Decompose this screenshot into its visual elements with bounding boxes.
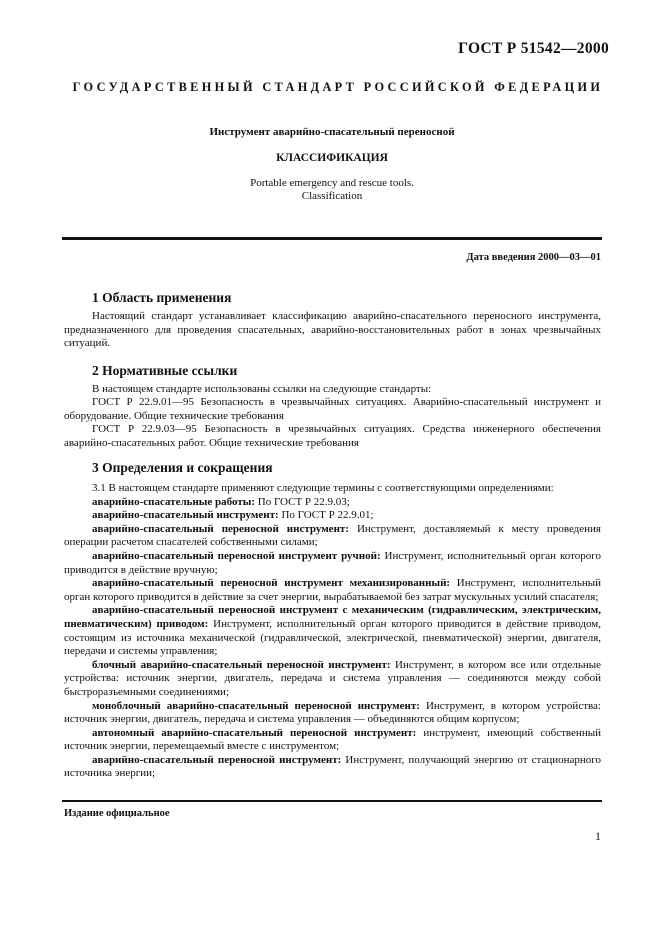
definition-term: аварийно-спасательные работы: [92, 495, 256, 508]
page-number: 1 [595, 829, 601, 843]
definition-term: блочный аварийно-спасательный переносной инструмент: [92, 658, 391, 671]
definitions-block [64, 482, 601, 781]
section-1-text: Настоящий стандарт устанавливает классификацию аварийно-спасательного переносного инструмента, предназначенного для проведения спасательных, аварийно-восстановительных работ в зонах чрезвычайных ситуаций. [64, 310, 601, 350]
section-3-heading: 3 Определения и сокращения [92, 460, 273, 475]
definition-term: аварийно-спасательный переносной инструмент: [92, 522, 349, 535]
definition-text: Инструмент, доставляемый к месту проведения операции расчетом спасателей собственными силами; [64, 522, 601, 549]
definition-term: автономный аварийно-спасательный переносной инструмент: [92, 726, 417, 739]
definition-text: Инструмент, исполнительный орган которого приводится в действие приводом, состоящим из источника механической (гидравлической, электрической, пневматической) энергии, двигателя, передачи и системы управления; [64, 617, 601, 658]
section-3-intro: 3.1 В настоящем стандарте применяют следующие термины с соответствующими определениями: [92, 482, 554, 494]
edition-label: Издание официальное [64, 808, 170, 819]
definition-item [64, 509, 601, 523]
introduction-date: Дата введения 2000—03—01 [466, 252, 601, 263]
definition-item [64, 604, 601, 658]
section-2-intro: В настоящем стандарте использованы ссылки на следующие стандарты: [92, 383, 432, 395]
definition-term: аварийно-спасательный переносной инструмент: [92, 753, 342, 766]
definition-text: Инструмент, получающий энергию от стационарного источника энергии; [64, 753, 601, 780]
english-title [62, 177, 602, 203]
reference-2: ГОСТ Р 22.9.03—95 Безопасность в чрезвычайных ситуациях. Средства инженерного обеспечения аварийно-спасательных работ. Общие технические требования [64, 423, 601, 449]
definition-term: аварийно-спасательный переносной инструмент механизированный: [92, 577, 451, 590]
definition-item [64, 700, 601, 727]
definition-term: аварийно-спасательный переносной инструмент ручной: [92, 549, 381, 562]
section-1-heading: 1 Область применения [92, 290, 232, 305]
definition-term: аварийно-спасательный инструмент: [92, 509, 279, 522]
definition-text: Инструмент, исполнительный орган которого приводится в действие за счет энергии, вырабатываемой без затрат мускульных усилий спасателя; [64, 577, 601, 603]
definition-text: Инструмент, в котором все или отдельные устройства: источник энергии, двигатель, передача и система управления — соединяются между собой быстроразъемными соединениями; [64, 658, 601, 698]
section-2-heading: 2 Нормативные ссылки [92, 363, 238, 378]
definition-text: Инструмент, исполнительный орган которого приводится в действие вручную; [64, 549, 601, 576]
document-code: ГОСТ Р 51542—2000 [458, 40, 609, 57]
document-subtitle: КЛАССИФИКАЦИЯ [276, 152, 388, 164]
definition-text: Инструмент, в котором устройства: источник энергии, двигатель, передача и система управления — объединяются общим корпусом; [64, 699, 601, 726]
state-standard-banner: ГОСУДАРСТВЕННЫЙ СТАНДАРТ РОССИЙСКОЙ ФЕДЕРАЦИИ [72, 80, 604, 94]
definition-item [64, 523, 601, 550]
english-title-line1: Portable emergency and rescue tools. [250, 177, 414, 189]
definition-item [64, 754, 601, 781]
reference-1: ГОСТ Р 22.9.01—95 Безопасность в чрезвычайных ситуациях. Аварийно-спасательный инструмент и оборудование. Общие технические требования [64, 396, 601, 422]
definition-item [64, 496, 601, 510]
definition-text: инструмент, имеющий собственный источник энергии, перемещаемый вместе с инструментом; [64, 726, 601, 753]
definition-text: По ГОСТ Р 22.9.03; [255, 495, 350, 508]
definition-item [64, 659, 601, 700]
document-title: Инструмент аварийно-спасательный переносной [209, 126, 455, 138]
definition-item [64, 550, 601, 577]
english-title-line2: Classification [301, 190, 363, 202]
footer-divider [62, 800, 602, 802]
definition-item [64, 577, 601, 604]
definition-item [64, 727, 601, 754]
definition-term: моноблочный аварийно-спасательный переносной инструмент: [92, 699, 420, 712]
definition-text: По ГОСТ Р 22.9.01; [278, 509, 374, 522]
definition-term: аварийно-спасательный переносной инструмент с механическим (гидравлическим, электрическим, пневматическим) приводом: [64, 604, 601, 630]
header-divider [62, 237, 602, 240]
